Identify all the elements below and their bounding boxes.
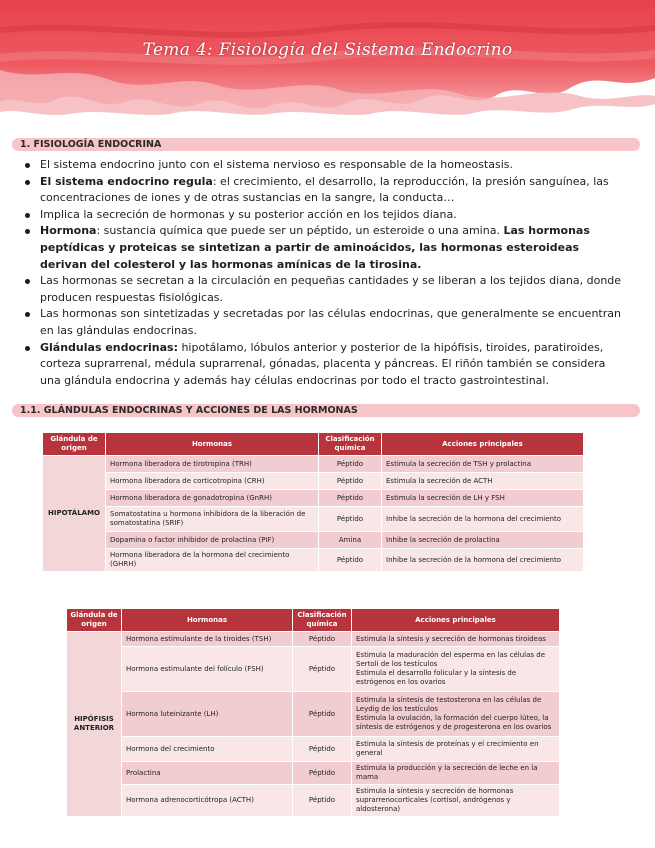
action-cell: Inhibe la secreción de la hormona del crecimiento xyxy=(382,549,583,571)
action-cell: Estimula la producción y la secreción de leche en la mama xyxy=(352,762,559,784)
action-cell: Estimula la secreción de ACTH xyxy=(382,473,583,489)
hipotalamo-table xyxy=(42,432,584,572)
bullet-item xyxy=(22,157,622,174)
table-row xyxy=(67,762,559,784)
bullet-text: : sustancia química que puede ser un péptido, un esteroide o una amina. xyxy=(96,224,504,238)
hormone-cell: Hormona liberadora de gonadotropina (GnRH) xyxy=(106,490,318,506)
subsection-heading: 1.1. GLÁNDULAS ENDOCRINAS Y ACCIONES DE LAS HORMONAS xyxy=(20,405,358,416)
bullet-item xyxy=(22,306,622,339)
classification-cell: Péptido xyxy=(293,762,351,784)
bullet-item xyxy=(22,223,622,273)
classification-cell: Péptido xyxy=(293,785,351,816)
table-row xyxy=(67,692,559,736)
bullet-bold-text: Glándulas endocrinas: xyxy=(40,340,178,354)
col-header-classification: Clasificación química xyxy=(293,609,351,631)
action-cell: Estimula la secreción de TSH y prolactina xyxy=(382,456,583,472)
table-row xyxy=(67,785,559,816)
classification-cell: Amina xyxy=(319,532,381,548)
classification-cell: Péptido xyxy=(319,456,381,472)
classification-cell: Péptido xyxy=(293,737,351,761)
col-header-classification: Clasificación química xyxy=(319,433,381,455)
header-banner xyxy=(0,0,655,118)
table-row xyxy=(67,647,559,691)
gland-name: HIPÓFISIS ANTERIOR xyxy=(67,632,121,816)
col-header-gland: Glándula de origen xyxy=(67,609,121,631)
section-heading: 1. FISIOLOGÍA ENDOCRINA xyxy=(20,139,162,150)
bullet-item xyxy=(22,340,622,390)
classification-cell: Péptido xyxy=(319,507,381,531)
action-cell: Estimula la síntesis y secreción de hormonas suprarrenocorticales (cortisol, andrógenos y aldosterona) xyxy=(352,785,559,816)
bullet-text: Las hormonas son sintetizadas y secretadas por las células endocrinas, que generalmente se encuentran en las glándulas endocrinas. xyxy=(40,307,621,337)
hormone-cell: Hormona liberadora de tirotropina (TRH) xyxy=(106,456,318,472)
col-header-actions: Acciones principales xyxy=(382,433,583,455)
hormone-cell: Hormona del crecimiento xyxy=(122,737,292,761)
hormone-cell: Somatostatina u hormona inhibidora de la liberación de somatostatina (SRIF) xyxy=(106,507,318,531)
gland-name: HIPOTÁLAMO xyxy=(43,456,105,571)
bullet-item xyxy=(22,174,622,207)
col-header-gland: Glándula de origen xyxy=(43,433,105,455)
page-title: Tema 4: Fisiología del Sistema Endocrino xyxy=(142,40,513,60)
bullet-text: : el crecimiento, el desarrollo, la reproducción, la presión sanguínea, las concentraciones de iones y de otras sustancias en la sangre, la conducta… xyxy=(40,174,609,205)
bullet-list xyxy=(22,157,622,389)
action-cell: Estimula la secreción de LH y FSH xyxy=(382,490,583,506)
classification-cell: Péptido xyxy=(319,549,381,571)
col-header-hormones: Hormonas xyxy=(106,433,318,455)
table-row xyxy=(67,737,559,761)
col-header-hormones: Hormonas xyxy=(122,609,292,631)
table-row xyxy=(67,632,559,646)
classification-cell: Péptido xyxy=(293,647,351,691)
bullet-text: Las hormonas se secretan a la circulación en pequeñas cantidades y se liberan a los tejidos diana, donde producen respuestas fisiológicas. xyxy=(40,274,622,304)
action-cell: Estimula la síntesis y secreción de hormonas tiroideas xyxy=(352,632,559,646)
table-row xyxy=(43,456,583,472)
bullet-bold-text: Hormona xyxy=(40,224,97,238)
hormone-cell: Dopamina o factor inhibidor de prolactina (PIF) xyxy=(106,532,318,548)
bullet-item xyxy=(22,207,622,224)
bullet-text: El sistema endocrino junto con el sistema nervioso es responsable de la homeostasis. xyxy=(40,158,513,171)
hormone-cell: Hormona liberadora de corticotropina (CRH) xyxy=(106,473,318,489)
table-row xyxy=(43,549,583,571)
hormone-cell: Hormona luteinizante (LH) xyxy=(122,692,292,736)
bullet-text: Implica la secreción de hormonas y su posterior acción en los tejidos diana. xyxy=(40,207,457,221)
classification-cell: Péptido xyxy=(319,473,381,489)
classification-cell: Péptido xyxy=(319,490,381,506)
table-row xyxy=(43,473,583,489)
hormone-cell: Hormona estimulante del folículo (FSH) xyxy=(122,647,292,691)
col-header-actions: Acciones principales xyxy=(352,609,559,631)
hormone-cell: Hormona estimulante de la tiroides (TSH) xyxy=(122,632,292,646)
action-cell: Estimula la maduración del esperma en las células de Sertoli de los testículos Estimula el desarrollo folicular y la síntesis de estrógenos en los ovarios xyxy=(352,647,559,691)
classification-cell: Péptido xyxy=(293,632,351,646)
hormone-cell: Hormona liberadora de la hormona del crecimiento (GHRH) xyxy=(106,549,318,571)
classification-cell: Péptido xyxy=(293,692,351,736)
table-row xyxy=(43,490,583,506)
action-cell: Estimula la síntesis de proteínas y el crecimiento en general xyxy=(352,737,559,761)
table-row xyxy=(43,532,583,548)
table-row xyxy=(43,507,583,531)
bullet-text: hipotálamo, lóbulos anterior y posterior de la hipófisis, tiroides, paratiroides, corteza suprarrenal, médula suprarrenal, gónadas, placenta y páncreas. El riñón también se considera una glándula endocrina y además hay células endocrinas por todo el tracto gastrointestinal. xyxy=(40,340,606,387)
bullet-bold-text: El sistema endocrino regula xyxy=(40,174,213,188)
action-cell: Estimula la síntesis de testosterona en las células de Leydig de los testículos Estimula la ovulación, la formación del cuerpo lúteo, la síntesis de estrógenos y de progesterona en los ovarios xyxy=(352,692,559,736)
bullet-bold-text: Las hormonas peptídicas y proteicas se sintetizan a partir de aminoácidos, las hormonas esteroideas derivan del colesterol y las hormonas amínicas de la tirosina. xyxy=(40,224,590,271)
hormone-cell: Prolactina xyxy=(122,762,292,784)
bullet-item xyxy=(22,273,622,306)
action-cell: Inhibe la secreción de la hormona del crecimiento xyxy=(382,507,583,531)
action-cell: Inhibe la secreción de prolactina xyxy=(382,532,583,548)
hormone-cell: Hormona adrenocorticótropa (ACTH) xyxy=(122,785,292,816)
hipofisis-table xyxy=(66,608,560,817)
